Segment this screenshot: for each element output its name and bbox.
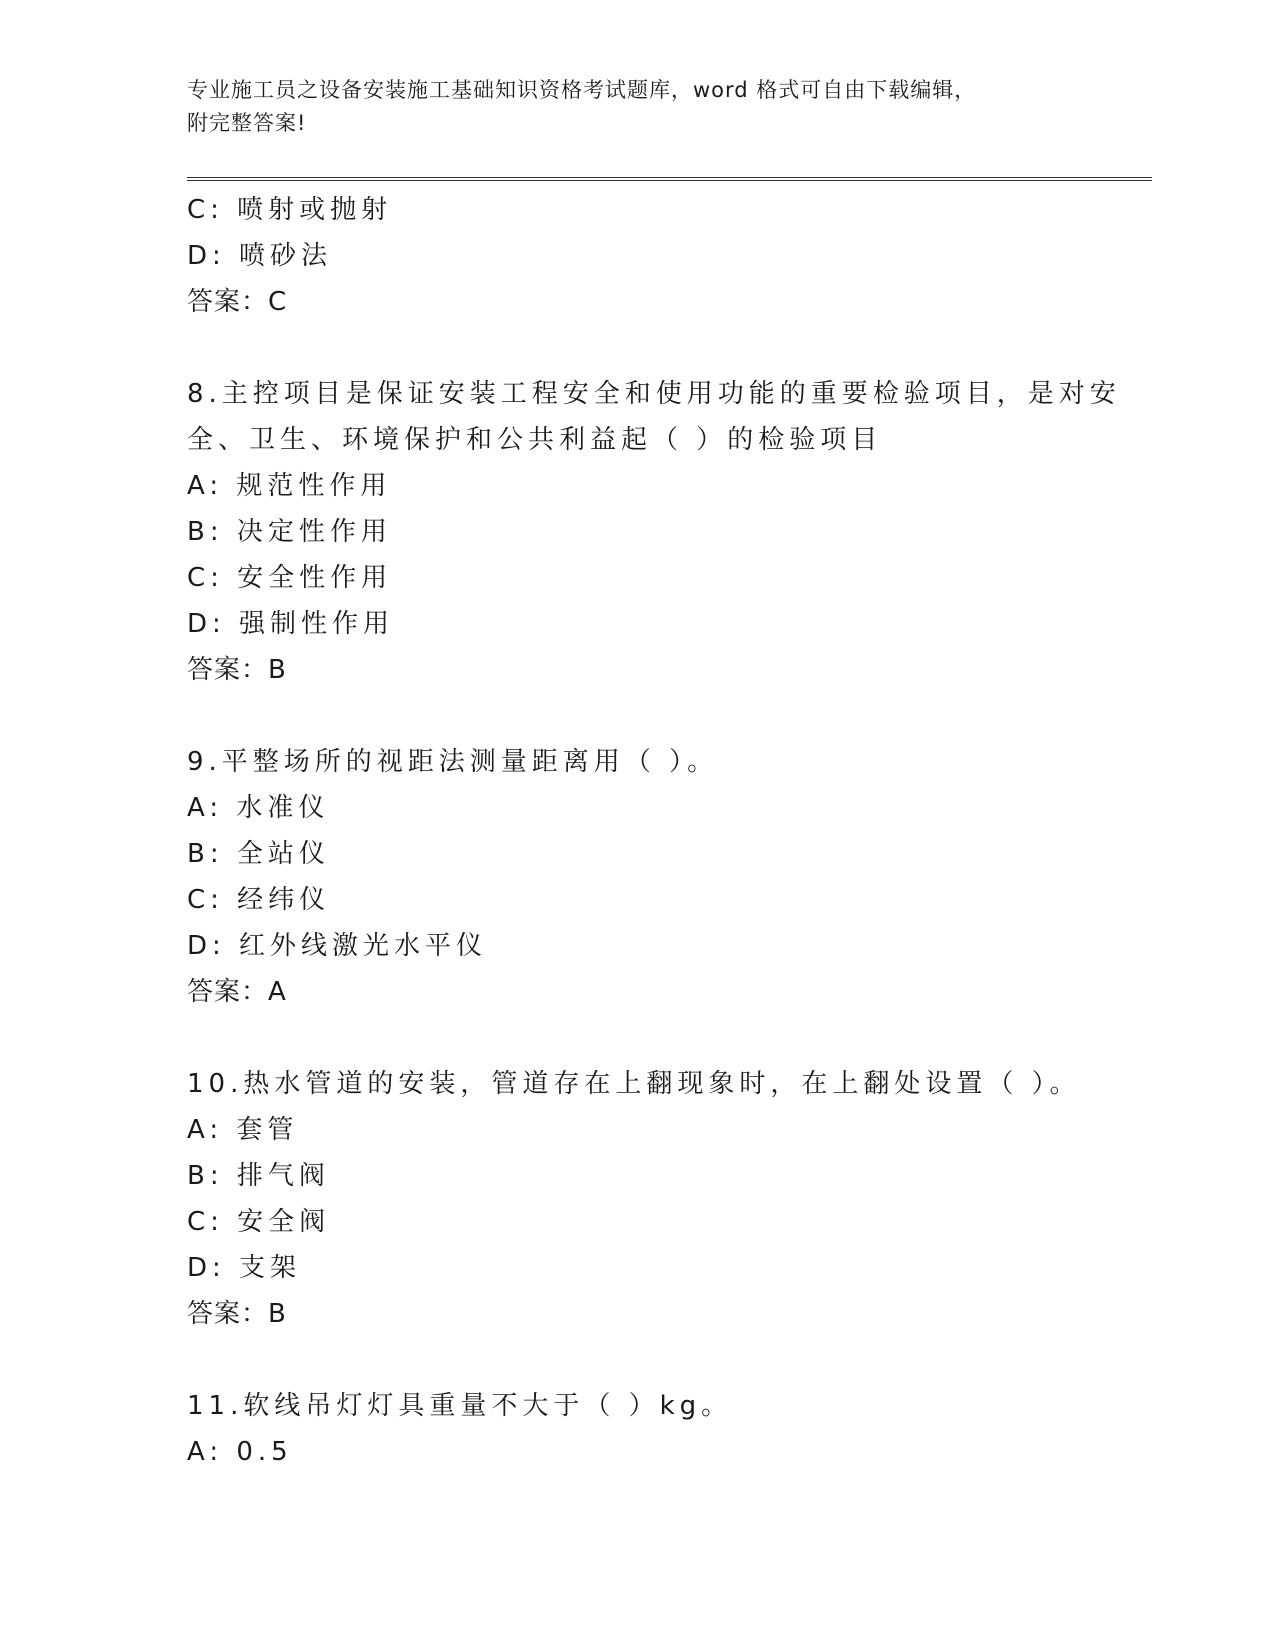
option-b: B: 全站仪 [187, 839, 330, 869]
option-a: A: 水准仪 [187, 793, 330, 823]
option-c: C: 经纬仪 [187, 885, 331, 915]
question-spacer [187, 325, 1127, 371]
option-b: B: 决定性作用 [187, 517, 392, 547]
question-text: 10.热水管道的安装，管道存在上翻现象时，在上翻处设置（ ）。 [187, 1069, 1081, 1099]
option-d: D: 喷砂法 [187, 241, 333, 271]
question-block-7 [187, 187, 1127, 325]
question-text: 11.软线吊灯灯具重量不大于（ ）kg。 [187, 1391, 733, 1421]
question-text-line-2: 全、卫生、环境保护和公共利益起（ ）的检验项目 [187, 425, 883, 455]
option-c: C: 喷射或抛射 [187, 195, 393, 225]
option-d: D: 红外线激光水平仪 [187, 931, 488, 961]
question-text-line-1: 8.主控项目是保证安装工程安全和使用功能的重要检验项目，是对安 [187, 379, 1121, 409]
document-body [187, 187, 1127, 1475]
option-b: B: 排气阀 [187, 1161, 330, 1191]
header-line-1: 专业施工员之设备安装施工基础知识资格考试题库，word 格式可自由下载编辑， [187, 78, 977, 102]
option-d: D: 强制性作用 [187, 609, 395, 639]
answer-line: 答案：A [187, 977, 287, 1007]
question-spacer [187, 1015, 1127, 1061]
question-block-8 [187, 371, 1127, 693]
document-header [187, 74, 1087, 140]
question-block-10 [187, 1061, 1127, 1337]
question-spacer [187, 1337, 1127, 1383]
answer-line: 答案：C [187, 287, 288, 317]
option-a: A: 规范性作用 [187, 471, 392, 501]
question-text: 9.平整场所的视距法测量距离用（ ）。 [187, 747, 719, 777]
question-block-11 [187, 1383, 1127, 1475]
option-a: A: 套管 [187, 1115, 299, 1145]
answer-line: 答案：B [187, 1299, 287, 1329]
option-c: C: 安全性作用 [187, 563, 393, 593]
answer-line: 答案：B [187, 655, 287, 685]
header-line-2: 附完整答案! [187, 111, 307, 135]
question-spacer [187, 693, 1127, 739]
option-d: D: 支架 [187, 1253, 302, 1283]
header-divider [187, 177, 1152, 181]
option-c: C: 安全阀 [187, 1207, 331, 1237]
question-block-9 [187, 739, 1127, 1015]
option-a: A: 0.5 [187, 1437, 293, 1467]
